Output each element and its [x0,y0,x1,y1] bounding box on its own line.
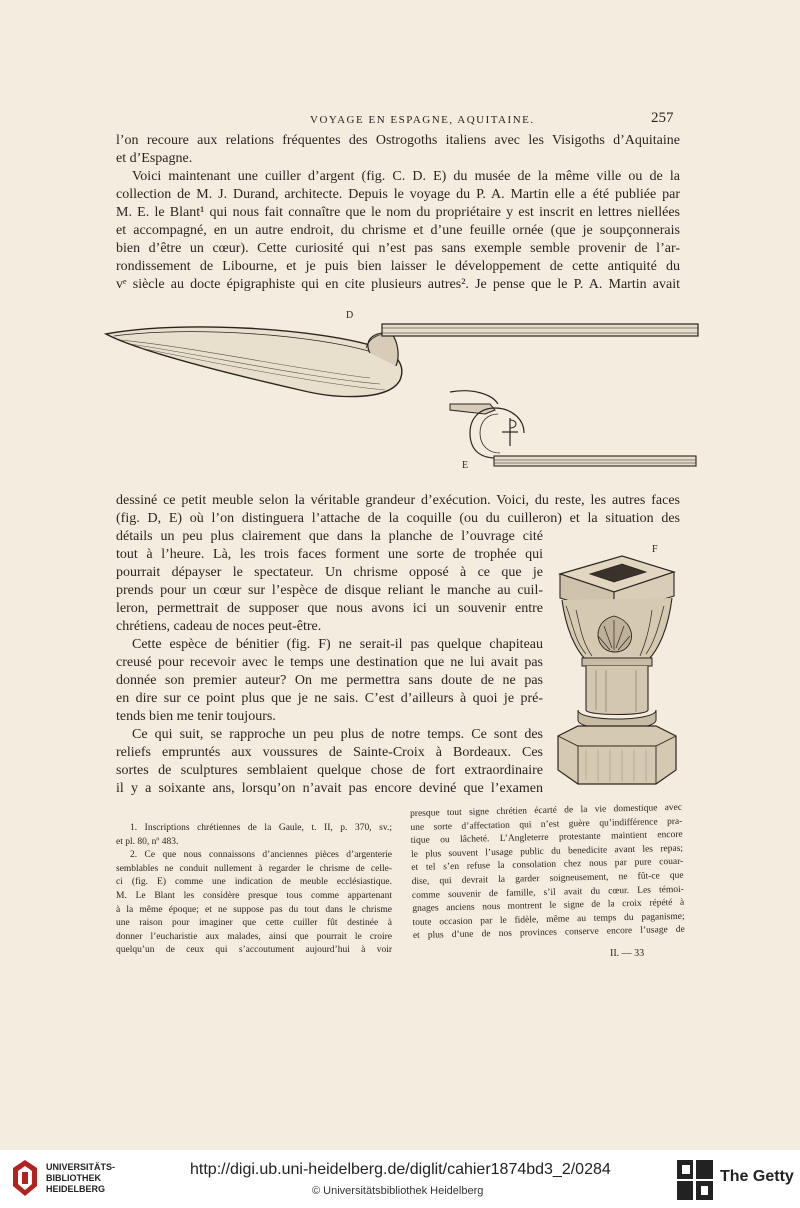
spoon-figure [100,308,700,478]
text-line: (fig. D, E) où l’on distinguera l’attache de la coquille (ou du cuilleron) et la situation des [116,511,680,526]
body-left-column [116,528,543,798]
footnote-line: 2. Ce que nous connaissons d’anciennes pièces d’argenterie [130,850,392,861]
text-line: sortes de sculptures semblaient quelque chose de fort extraordinaire [116,763,543,778]
body-middle [116,492,680,528]
text-line: donnée son premier auteur? On me permettra sans doute de ne pas [116,673,543,688]
body-top [116,132,680,294]
text-line: et d’Espagne. [116,151,193,166]
footnote-line: semblables ne conduit nullement à regarder le chrisme de celle- [116,863,392,874]
library-name: UNIVERSITÄTS- BIBLIOTHEK HEIDELBERG [46,1162,116,1194]
text-line: Voici maintenant une cuiller d’argent (fig. C. D. E) du musée de la même ville ou de la [132,169,680,184]
text-line: tends bien me tenir toujours. [116,709,276,724]
footnote-line: et plus d’une de nos provinces conserve encore l’usage de [412,925,685,942]
text-line: l’on recoure aux relations fréquentes des Ostrogoths italiens avec les Visigoths d’Aquitaine [116,133,680,148]
figure-label-d: D [346,310,354,321]
text-line: creusé pour recevoir avec le temps une destination que ne lui avait pas [116,655,543,670]
text-line: vᵉ siècle au docte épigraphiste qui en cite plusieurs autres². Je pense que le P. A. Martin avait [116,277,680,292]
footnote-line: une sorte d’affectation qui n’est guère qu’indifférence pra- [410,816,683,833]
text-line: M. E. le Blant¹ qui nous fait connaître que le nom du propriétaire y est inscrit en lettres niellées [116,205,680,220]
signature-mark: II. — 33 [610,948,645,959]
text-line: prends pour un cœur sur l’espèce de disque reliant le manche au cuil- [116,583,543,598]
footnote-line: le plus souvent l’usage public du benedicite avant les repas; [410,843,684,860]
text-line: et accompagné, en un autre endroit, du chrisme et d’une feuille ornée (que je soupçonnerais [116,223,680,238]
running-title: VOYAGE EN ESPAGNE, AQUITAINE. [310,114,535,126]
footnote-line: gnages anciens nous montrent le signe de la croix répété à [412,897,685,915]
text-line: dessiné ce petit meuble selon la véritable grandeur d’exécution. Voici, du reste, les autres faces [116,493,680,508]
footnote-line: donner l’eucharistie aux malades, ainsi que pourrait le croire [116,931,392,942]
footer-bar [0,1150,800,1208]
permalink-url[interactable]: http://digi.ub.uni-heidelberg.de/diglit/cahier1874bd3_2/0284 [190,1161,611,1178]
text-line: bien d’être un cœur). Cette curiosité qui n’est pas sans exemple semble provenir de l’ar- [116,241,680,256]
footnote-line: M. Le Blant les considère presque tous comme appartenant [116,890,392,901]
copyright-notice: © Universitätsbibliothek Heidelberg [312,1185,484,1197]
footnote-line: et tel s’en refuse la consolation chez nous par pure couar- [411,857,684,874]
footnote-line: comme souvenir de famille, s’il avait du cœur. Les témoi- [411,884,685,901]
footnote-line: une raison pour imaginer que cette cuiller fût destinée à [116,918,392,929]
figure-label-e: E [462,460,469,471]
text-line: chrétiens, cadeau de noces peut-être. [116,619,322,634]
footnote-line: et pl. 80, nº 483. [116,836,179,847]
text-line: reliefs empruntés aux voussures de Sainte-Croix à Bordeaux. Ces [116,745,543,760]
footnote-line: 1. Inscriptions chrétiennes de la Gaule, t. II, p. 370, sv.; [130,823,392,833]
text-line: leron, permettrait de supposer que nous avons ici un souvenir entre [116,601,543,616]
text-line: en dire sur ce point plus que je ne sais. C’est d’ailleurs à quoi je pré- [116,691,543,706]
footnote-line: presque tout signe chrétien écarté de la vie domestique avec [410,802,683,819]
text-line: Ce qui suit, se rapproche un peu plus de notre temps. Ce sont des [132,727,543,742]
text-line: tout à l’heure. Là, les trois faces forment une sorte de trophée qui [116,547,543,562]
page-number: 257 [651,110,674,126]
university-seal-icon [10,1158,40,1198]
footnotes-right [410,802,685,944]
text-line: détails un peu plus clairement que dans la planche de l’ouvrage cité [116,529,543,544]
getty-logo-icon [677,1160,713,1200]
text-line: rondissement de Libourne, et je puis bien laisser le développement de cette antiquité du [116,259,680,274]
footnotes-left [116,822,392,958]
footnote-line: à la même époque; et ne suppose pas du tout dans le chrisme [116,904,392,915]
text-line: collection de M. J. Durand, architecte. Depuis le voyage du P. A. Martin elle a été publiée par [116,187,680,202]
footnote-line: tique ou lâcheté. L’Angleterre protestante maintient encore [410,830,683,847]
capital-figure [552,550,682,788]
partner-name: The Getty [720,1168,794,1185]
footnote-line: quelqu’un de ceux qui s’accoutument aujourd’hui à voir [116,945,392,956]
footnote-line: ci (fig. E) comme une indication de meuble ecclésiastique. [116,877,392,888]
footnote-line: toute occasion par le fidèle, même au temps du paganisme; [412,911,685,928]
text-line: pourrait dépayser le spectateur. Un chrisme opposé à ce que je [116,565,543,580]
text-line: Cette espèce de bénitier (fig. F) ne serait-il pas quelque chapiteau [132,637,543,652]
footnote-line: dise, qui devrait la garder soigneusement, ne fût-ce que [411,870,684,887]
text-line: il y a soixante ans, lorsqu’on n’avait pas encore deviné que l’examen [116,781,543,796]
figure-label-f: F [652,544,658,555]
